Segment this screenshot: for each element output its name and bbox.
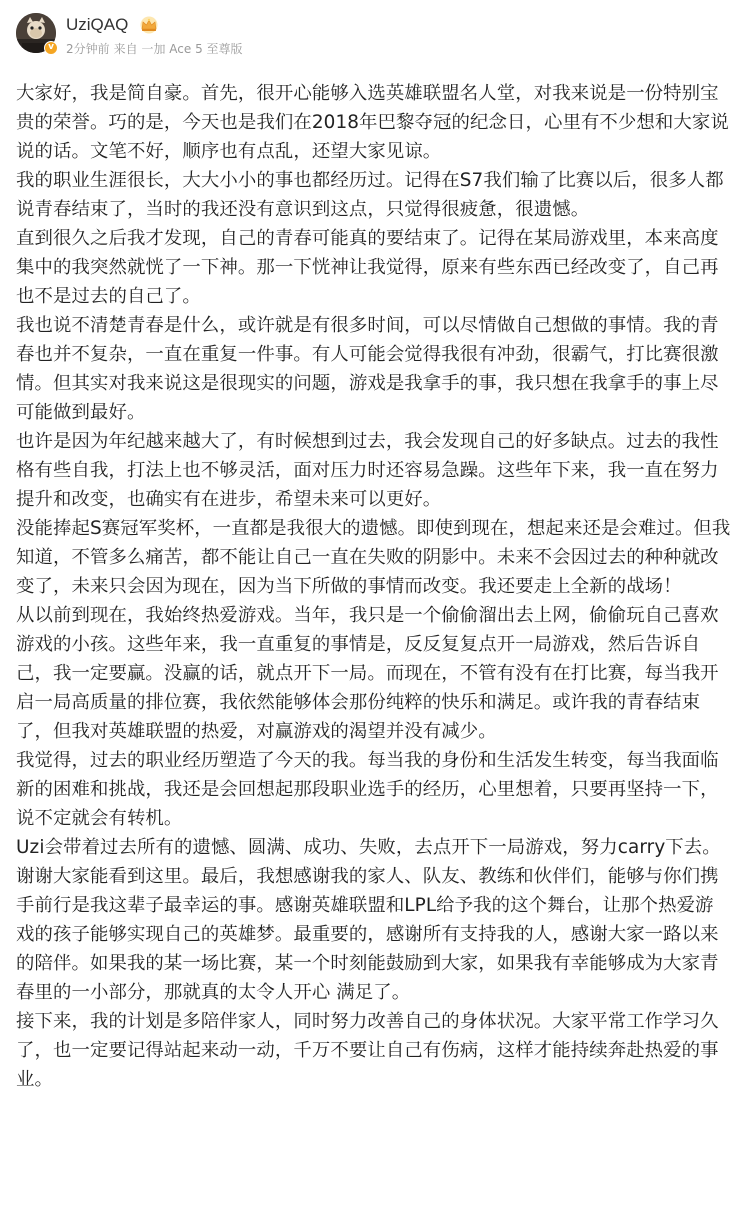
post-paragraph: 我觉得，过去的职业经历塑造了今天的我。每当我的身份和生活发生转变，每当我面临新的困难和挑战，我还是会回想起那段职业选手的经历，心里想着，只要再坚持一下，说不定就会有转机。: [16, 750, 719, 829]
post-source: 来自 一加 Ace 5 至尊版: [113, 42, 243, 56]
post-paragraph: 也许是因为年纪越来越大了，有时候想到过去，我会发现自己的好多缺点。过去的我性格有些自我，打法上也不够灵活，面对压力时还容易急躁。这些年下来，我一直在努力提升和改变，也确实有在进步，希望未来可以更好。: [16, 431, 719, 510]
post-header: [0, 0, 742, 70]
post-paragraph: 没能捧起S赛冠军奖杯，一直都是我很大的遗憾。即使到现在，想起来还是会难过。但我知道，不管多么痛苦，都不能让自己一直在失败的阴影中。未来不会因过去的种种就改变了，未来只会因为现在，因为当下所做的事情而改变。我还要走上全新的战场！: [16, 518, 731, 597]
post-paragraph: 接下来，我的计划是多陪伴家人，同时努力改善自己的身体状况。大家平常工作学习久了，也一定要记得站起来动一动，千万不要让自己有伤病，这样才能持续奔赴热爱的事业。: [16, 1011, 719, 1090]
post-paragraph: 我的职业生涯很长，大大小小的事也都经历过。记得在S7我们输了比赛以后，很多人都说青春结束了，当时的我还没有意识到这点，只觉得很疲惫，很遗憾。: [16, 170, 724, 220]
post-paragraph: 直到很久之后我才发现，自己的青春可能真的要结束了。记得在某局游戏里，本来高度集中的我突然就恍了一下神。那一下恍神让我觉得，原来有些东西已经改变了，自己再也不是过去的自己了。: [16, 228, 719, 307]
post-body: [16, 79, 732, 1094]
crown-icon[interactable]: [138, 16, 160, 34]
post-paragraph: Uzi会带着过去所有的遗憾、圆满、成功、失败，去点开下一局游戏，努力carry下去。: [16, 837, 721, 858]
post-paragraph: 从以前到现在，我始终热爱游戏。当年，我只是一个偷偷溜出去上网，偷偷玩自己喜欢游戏的小孩。这些年来，我一直重复的事情是，反反复复点开一局游戏，然后告诉自己，我一定要赢。没赢的话，就点开下一局。而现在，不管有没有在打比赛，每当我开启一局高质量的排位赛，我依然能够体会那份纯粹的快乐和满足。或许我的青春结束了，但我对英雄联盟的热爱，对赢游戏的渴望并没有减少。: [16, 605, 719, 742]
post-paragraph: 谢谢大家能看到这里。最后，我想感谢我的家人、队友、教练和伙伴们，能够与你们携手前行是我这辈子最幸运的事。感谢英雄联盟和LPL给予我的这个舞台，让那个热爱游戏的孩子能够实现自己的英雄梦。最重要的，感谢所有支持我的人，感谢大家一路以来的陪伴。如果我的某一场比赛，某一个时刻能鼓励到大家，如果我有幸能够成为大家青春里的一小部分，那就真的太令人开心 满足了。: [16, 866, 719, 1003]
post-paragraph: 我也说不清楚青春是什么，或许就是有很多时间，可以尽情做自己想做的事情。我的青春也并不复杂，一直在重复一件事。有人可能会觉得我很有冲劲，很霸气，打比赛很激情。但其实对我来说这是很现实的问题，游戏是我拿手的事，我只想在我拿手的事上尽可能做到最好。: [16, 315, 719, 423]
v-badge-icon: v: [44, 41, 58, 55]
post-time[interactable]: 2分钟前: [66, 42, 110, 56]
post-meta: [66, 41, 247, 57]
author-name[interactable]: UziQAQ: [66, 15, 129, 34]
post-paragraph: 大家好，我是简自豪。首先，很开心能够入选英雄联盟名人堂，对我来说是一份特别宝贵的荣誉。巧的是，今天也是我们在2018年巴黎夺冠的纪念日，心里有不少想和大家说说的话。文笔不好，顺序也有点乱，还望大家见谅。: [16, 83, 729, 162]
